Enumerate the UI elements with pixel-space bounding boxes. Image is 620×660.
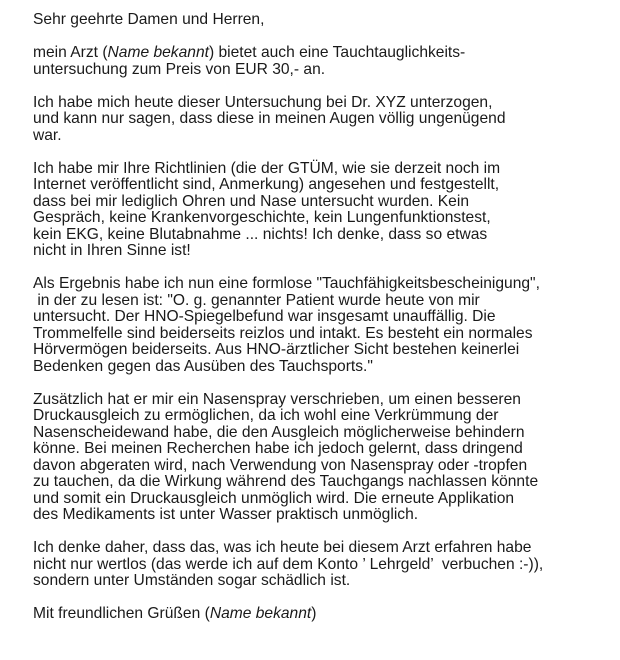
- text-line: dass bei mir lediglich Ohren und Nase untersucht wurden. Kein: [33, 192, 469, 210]
- text-line: und kann nur sagen, dass diese in meinen Augen völlig ungenügend: [33, 110, 506, 127]
- text-line: Hörvermögen beiderseits. Aus HNO-ärztlicher Sicht bestehen keinerlei: [33, 341, 520, 358]
- text-line: untersuchung zum Preis von EUR 30,- an.: [33, 60, 326, 78]
- text-segment: mein Arzt (: [33, 44, 108, 61]
- text-segment: Mit freundlichen Grüßen (: [33, 605, 210, 622]
- signoff-line: [33, 606, 600, 623]
- text-line: nicht nur wertlos (das werde ich auf dem Konto ’ Lehrgeld’ verbuchen :-)),: [33, 555, 544, 573]
- text-line: nicht in Ihren Sinne ist!: [33, 242, 191, 259]
- signoff: [33, 606, 600, 623]
- text-line: und somit ein Druckausgleich unmöglich wird. Die erneute Applikation: [33, 489, 515, 507]
- text-line: Gespräch, keine Krankenvorgeschichte, kein Lungenfunktionstest,: [33, 209, 491, 226]
- text-line: zu tauchen, da die Wirkung während des Tauchgangs nachlassen könnte: [33, 473, 539, 490]
- text-line: Ich habe mich heute dieser Untersuchung bei Dr. XYZ unterzogen,: [33, 93, 493, 111]
- text-line: Als Ergebnis habe ich nun eine formlose "Tauchfähigkeitsbescheinigung",: [33, 275, 540, 292]
- text-line: kein EKG, keine Blutabnahme ... nichts! Ich denke, dass so etwas: [33, 225, 488, 243]
- salutation: [33, 12, 600, 29]
- text-line: in der zu lesen ist: "O. g. genannter Patient wurde heute von mir: [33, 291, 480, 309]
- text-line: Trommelfelle sind beiderseits reizlos und intakt. Es besteht ein normales: [33, 324, 533, 342]
- text-segment: ): [311, 605, 317, 622]
- text-line: Zusätzlich hat er mir ein Nasenspray verschrieben, um einen besseren: [33, 390, 521, 408]
- paragraph-nasal-spray: [33, 392, 600, 524]
- text-line: Druckausgleich zu ermöglichen, da ich wohl eine Verkrümmung der: [33, 407, 499, 424]
- paragraph-conclusion: [33, 540, 600, 590]
- text-line: Nasenscheidewand habe, die den Ausgleich möglicherweise behindern: [33, 423, 525, 441]
- text-line: davon abgeraten wird, nach Verwendung von Nasenspray oder -tropfen: [33, 456, 528, 474]
- paragraph-doctor-offer: [33, 45, 600, 78]
- text-line: Bedenken gegen das Ausüben des Tauchsports.": [33, 357, 373, 375]
- salutation-line: Sehr geehrte Damen und Herren,: [33, 11, 265, 28]
- paragraph-examination: [33, 95, 600, 145]
- paragraph-guidelines: [33, 161, 600, 260]
- text-line: Internet veröffentlicht sind, Anmerkung) angesehen und festgestellt,: [33, 176, 500, 193]
- text-line: des Medikaments ist unter Wasser praktisch unmöglich.: [33, 506, 419, 523]
- text-segment: ) bietet auch eine Tauchtauglichkeits-: [208, 44, 466, 61]
- text-line: untersucht. Der HNO-Spiegelbefund war insgesamt unauffällig. Die: [33, 308, 496, 325]
- text-line: könne. Bei meinen Recherchen habe ich jedoch gelernt, dass dringend: [33, 440, 523, 457]
- redacted-name: Name bekannt: [209, 605, 312, 622]
- text-line: Ich denke daher, dass das, was ich heute bei diesem Arzt erfahren habe: [33, 539, 532, 556]
- text-line: sondern unter Umständen sogar schädlich ist.: [33, 572, 351, 589]
- text-line: Ich habe mir Ihre Richtlinien (die der GTÜM, wie sie derzeit noch im: [33, 159, 501, 177]
- redacted-name: Name bekannt: [107, 44, 209, 61]
- text-line: [33, 45, 600, 62]
- paragraph-certificate: [33, 276, 600, 375]
- text-line: war.: [33, 126, 62, 144]
